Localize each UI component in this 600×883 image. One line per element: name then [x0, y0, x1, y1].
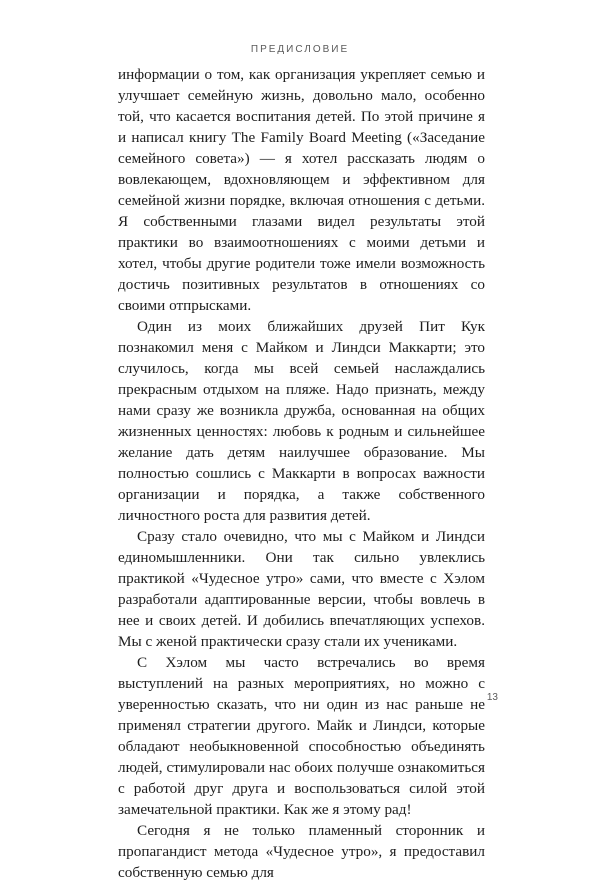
running-head: ПРЕДИСЛОВИЕ	[250, 44, 350, 55]
paragraph-continuation: информации о том, как организация укрепляет семью и улучшает семейную жизнь, довольно мало, особенно той, что касается воспитания детей. По этой причине я и написал книгу The Family Board Meeting («Заседание семейного совета») — я хотел рассказать людям о вовлекающем, вдохновляющем и эффективном для семейной жизни порядке, включая отношения с детьми. Я собственными глазами видел результаты этой практики во взаимоотношениях с моими детьми и хотел, чтобы другие родители тоже имели возможность достичь позитивных результатов в отношениях со своими отпрысками.	[118, 66, 485, 314]
paragraph: Сразу стало очевидно, что мы с Майком и Линдси единомышленники. Они так сильно увлеклись практикой «Чудесное утро» сами, что вместе с Хэлом разработали адаптированные версии, чтобы вовлечь в нее и своих детей. И добились впечатляющих успехов. Мы с женой практически сразу стали их учениками.	[118, 528, 485, 650]
page-number: 13	[486, 692, 498, 703]
body-text	[118, 64, 485, 883]
paragraph: С Хэлом мы часто встречались во время выступлений на разных мероприятиях, но можно с уверенностью сказать, что ни один из нас раньше не применял стратегии другого. Майк и Линдси, которые обладают необыкновенной способностью объединять людей, стимулировали нас обоих получше ознакомиться с работой друг друга и воспользоваться силой этой замечательной практики. Как же я этому рад!	[118, 654, 485, 818]
paragraph: Один из моих ближайших друзей Пит Кук познакомил меня с Майком и Линдси Маккарти; это случилось, когда мы всей семьей наслаждались прекрасным отдыхом на пляже. Надо признать, между нами сразу же возникла дружба, основанная на общих жизненных ценностях: любовь к родным и сильнейшее желание дать детям наилучшее образование. Мы полностью сошлись с Маккарти в вопросах важности организации и порядка, а также собственного личностного роста для развития детей.	[118, 318, 485, 524]
paragraph: Сегодня я не только пламенный сторонник и пропагандист метода «Чудесное утро», я предоставил собственную семью для	[118, 822, 485, 881]
